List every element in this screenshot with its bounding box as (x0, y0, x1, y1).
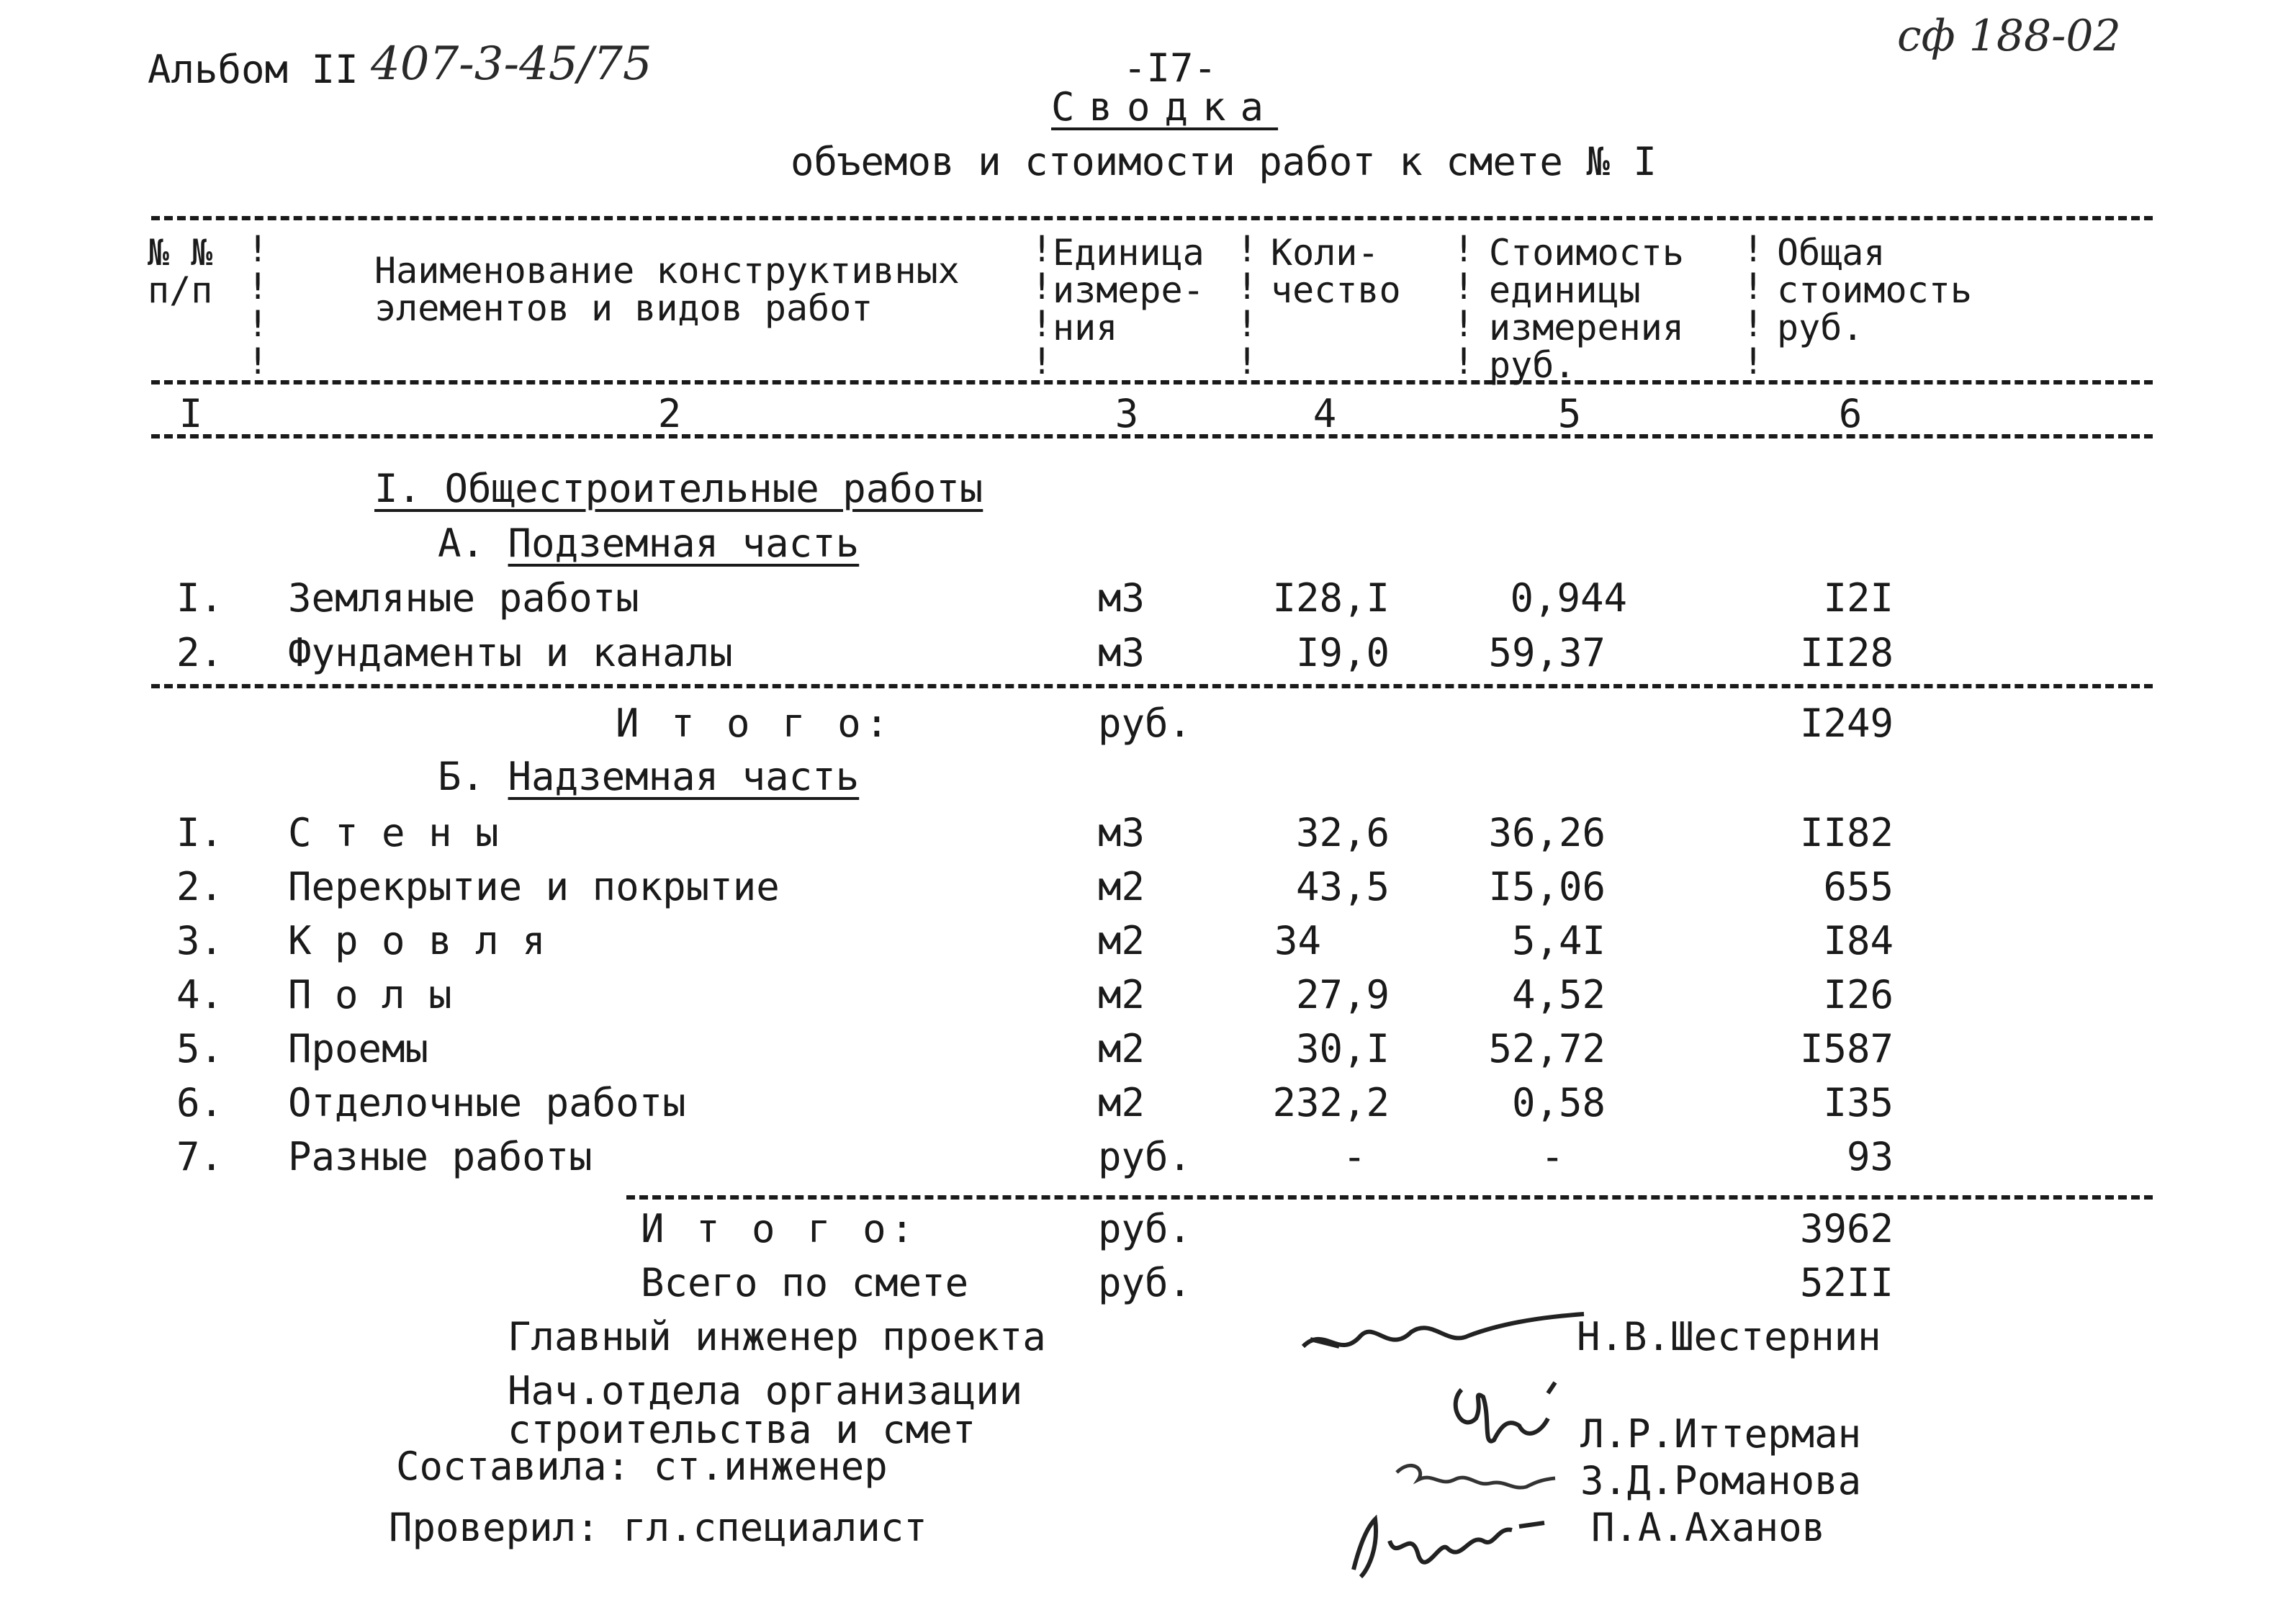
header-qty: Коли- чество (1271, 232, 1401, 311)
subsection-b-heading (438, 754, 860, 799)
section-heading (374, 466, 983, 511)
row-unit-cost: 59,37 (1488, 630, 1606, 675)
subsection-a-heading (438, 521, 860, 566)
column-separator: ! ! ! ! (1031, 228, 1053, 382)
row-name: К р о в л я (288, 918, 546, 963)
subsection-letter: Б. (438, 754, 485, 799)
grand-total-value: 52II (1799, 1260, 1894, 1305)
column-separator: ! ! ! ! (1453, 228, 1475, 382)
row-unit: м2 (1098, 918, 1145, 963)
row-unit-cost: 36,26 (1488, 810, 1606, 855)
row-qty: - (1343, 1134, 1367, 1179)
page-number: -I7- (1123, 45, 1217, 91)
header-unit-cost: Стоимость единицы измерения руб. (1489, 232, 1684, 386)
row-name: Проемы (288, 1026, 429, 1071)
row-number: I. (176, 575, 224, 621)
signature-checked (1339, 1498, 1570, 1591)
grand-total-unit: руб. (1098, 1260, 1192, 1305)
checked-by-name: П.А.Аханов (1591, 1505, 1826, 1550)
row-unit: м3 (1098, 575, 1145, 621)
row-total: I35 (1823, 1080, 1894, 1125)
column-number-rule (151, 434, 2153, 438)
checked-by-title: Проверил: гл.специалист (389, 1505, 927, 1550)
row-unit: м3 (1098, 810, 1145, 855)
subtotal-label: И т о г о: (641, 1206, 919, 1251)
row-total: I2I (1823, 575, 1894, 621)
row-qty: 27,9 (1295, 972, 1390, 1017)
subtotal-value: I249 (1799, 701, 1894, 746)
header-unit: Единица измере- ния (1053, 232, 1205, 348)
row-name: С т е н ы (288, 810, 499, 855)
corner-note-handwritten: сф 188-02 (1897, 11, 2121, 61)
column-number: 6 (1838, 391, 1863, 436)
row-total: I84 (1823, 918, 1894, 963)
column-separator: ! ! ! ! (1742, 228, 1765, 382)
grand-total-label: Всего по смете (641, 1260, 969, 1305)
row-total: I587 (1799, 1026, 1894, 1071)
row-number: 4. (176, 972, 224, 1017)
subtotal-unit: руб. (1098, 1206, 1192, 1251)
header-name: Наименование конструктивных элементов и видов работ (374, 250, 960, 329)
row-unit-cost: - (1541, 1134, 1565, 1179)
signature-compiled (1390, 1451, 1562, 1501)
row-name: Перекрытие и покрытие (288, 864, 780, 909)
row-unit: м2 (1098, 1026, 1145, 1071)
chief-engineer-name: Н.В.Шестернин (1577, 1314, 1881, 1359)
subtotal-b-rule (626, 1195, 2153, 1200)
row-unit: руб. (1098, 1134, 1192, 1179)
column-number: 4 (1313, 391, 1337, 436)
compiled-by-name: З.Д.Романова (1580, 1458, 1862, 1503)
column-separator: ! ! ! ! (247, 228, 269, 382)
subsection-letter: А. (438, 521, 485, 566)
section-title: I. Общестроительные работы (374, 466, 983, 511)
column-number: 2 (657, 391, 682, 436)
album-code-handwritten: 407-3-45/75 (371, 37, 652, 91)
row-unit-cost: 0,58 (1511, 1080, 1606, 1125)
row-name: Земляные работы (288, 575, 639, 621)
row-number: 2. (176, 864, 224, 909)
subtotal-value: 3962 (1799, 1206, 1894, 1251)
table-top-rule (151, 216, 2153, 220)
page-title: Сводка (1051, 84, 1279, 130)
row-unit: м2 (1098, 1080, 1145, 1125)
column-number: 3 (1115, 391, 1139, 436)
row-unit: м2 (1098, 972, 1145, 1017)
row-total: 655 (1823, 864, 1894, 909)
chief-engineer-title: Главный инженер проекта (508, 1314, 1046, 1359)
row-number: I. (176, 810, 224, 855)
row-number: 6. (176, 1080, 224, 1125)
row-number: 5. (176, 1026, 224, 1071)
row-unit-cost: 0,944 (1510, 575, 1627, 621)
signature-chief-engineer (1296, 1296, 1598, 1375)
row-qty: 30,I (1295, 1026, 1390, 1071)
row-number: 2. (176, 630, 224, 675)
row-unit-cost: 5,4I (1511, 918, 1606, 963)
row-name: Отделочные работы (288, 1080, 686, 1125)
subtotal-label: И т о г о: (616, 701, 893, 746)
header-num: № № п/п (148, 232, 213, 311)
row-qty: I9,0 (1295, 630, 1390, 675)
row-name: П о л ы (288, 972, 452, 1017)
signature-dept-head (1440, 1375, 1570, 1462)
row-qty: 232,2 (1272, 1080, 1390, 1125)
subsection-label: Надземная часть (508, 754, 860, 799)
subtotal-unit: руб. (1098, 701, 1192, 746)
row-unit: м2 (1098, 864, 1145, 909)
row-total: II28 (1799, 630, 1894, 675)
row-total: I26 (1823, 972, 1894, 1017)
album-label: Альбом II (148, 47, 359, 92)
row-qty: I28,I (1272, 575, 1390, 621)
column-separator: ! ! ! ! (1236, 228, 1259, 382)
row-name: Разные работы (288, 1134, 593, 1179)
column-number: 5 (1557, 391, 1582, 436)
dept-head-title: Нач.отдела организации строительства и смет (508, 1368, 1023, 1452)
row-unit: м3 (1098, 630, 1145, 675)
row-total: II82 (1799, 810, 1894, 855)
row-number: 7. (176, 1134, 224, 1179)
row-qty: 32,6 (1295, 810, 1390, 855)
header-bottom-rule (151, 380, 2153, 384)
subtotal-a-rule (151, 684, 2153, 688)
dept-head-name: Л.Р.Иттерман (1580, 1411, 1862, 1457)
row-qty: 34 (1274, 918, 1322, 963)
row-name: Фундаменты и каналы (288, 630, 733, 675)
subsection-label: Подземная часть (508, 521, 860, 566)
row-unit-cost: I5,06 (1488, 864, 1606, 909)
header-total: Общая стоимость руб. (1777, 232, 1972, 348)
row-qty: 43,5 (1295, 864, 1390, 909)
column-number: I (179, 391, 203, 436)
row-unit-cost: 4,52 (1511, 972, 1606, 1017)
row-total: 93 (1846, 1134, 1894, 1179)
row-unit-cost: 52,72 (1488, 1026, 1606, 1071)
page-subtitle: объемов и стоимости работ к смете № I (791, 139, 1657, 184)
row-number: 3. (176, 918, 224, 963)
compiled-by-title: Составила: ст.инженер (396, 1444, 888, 1489)
